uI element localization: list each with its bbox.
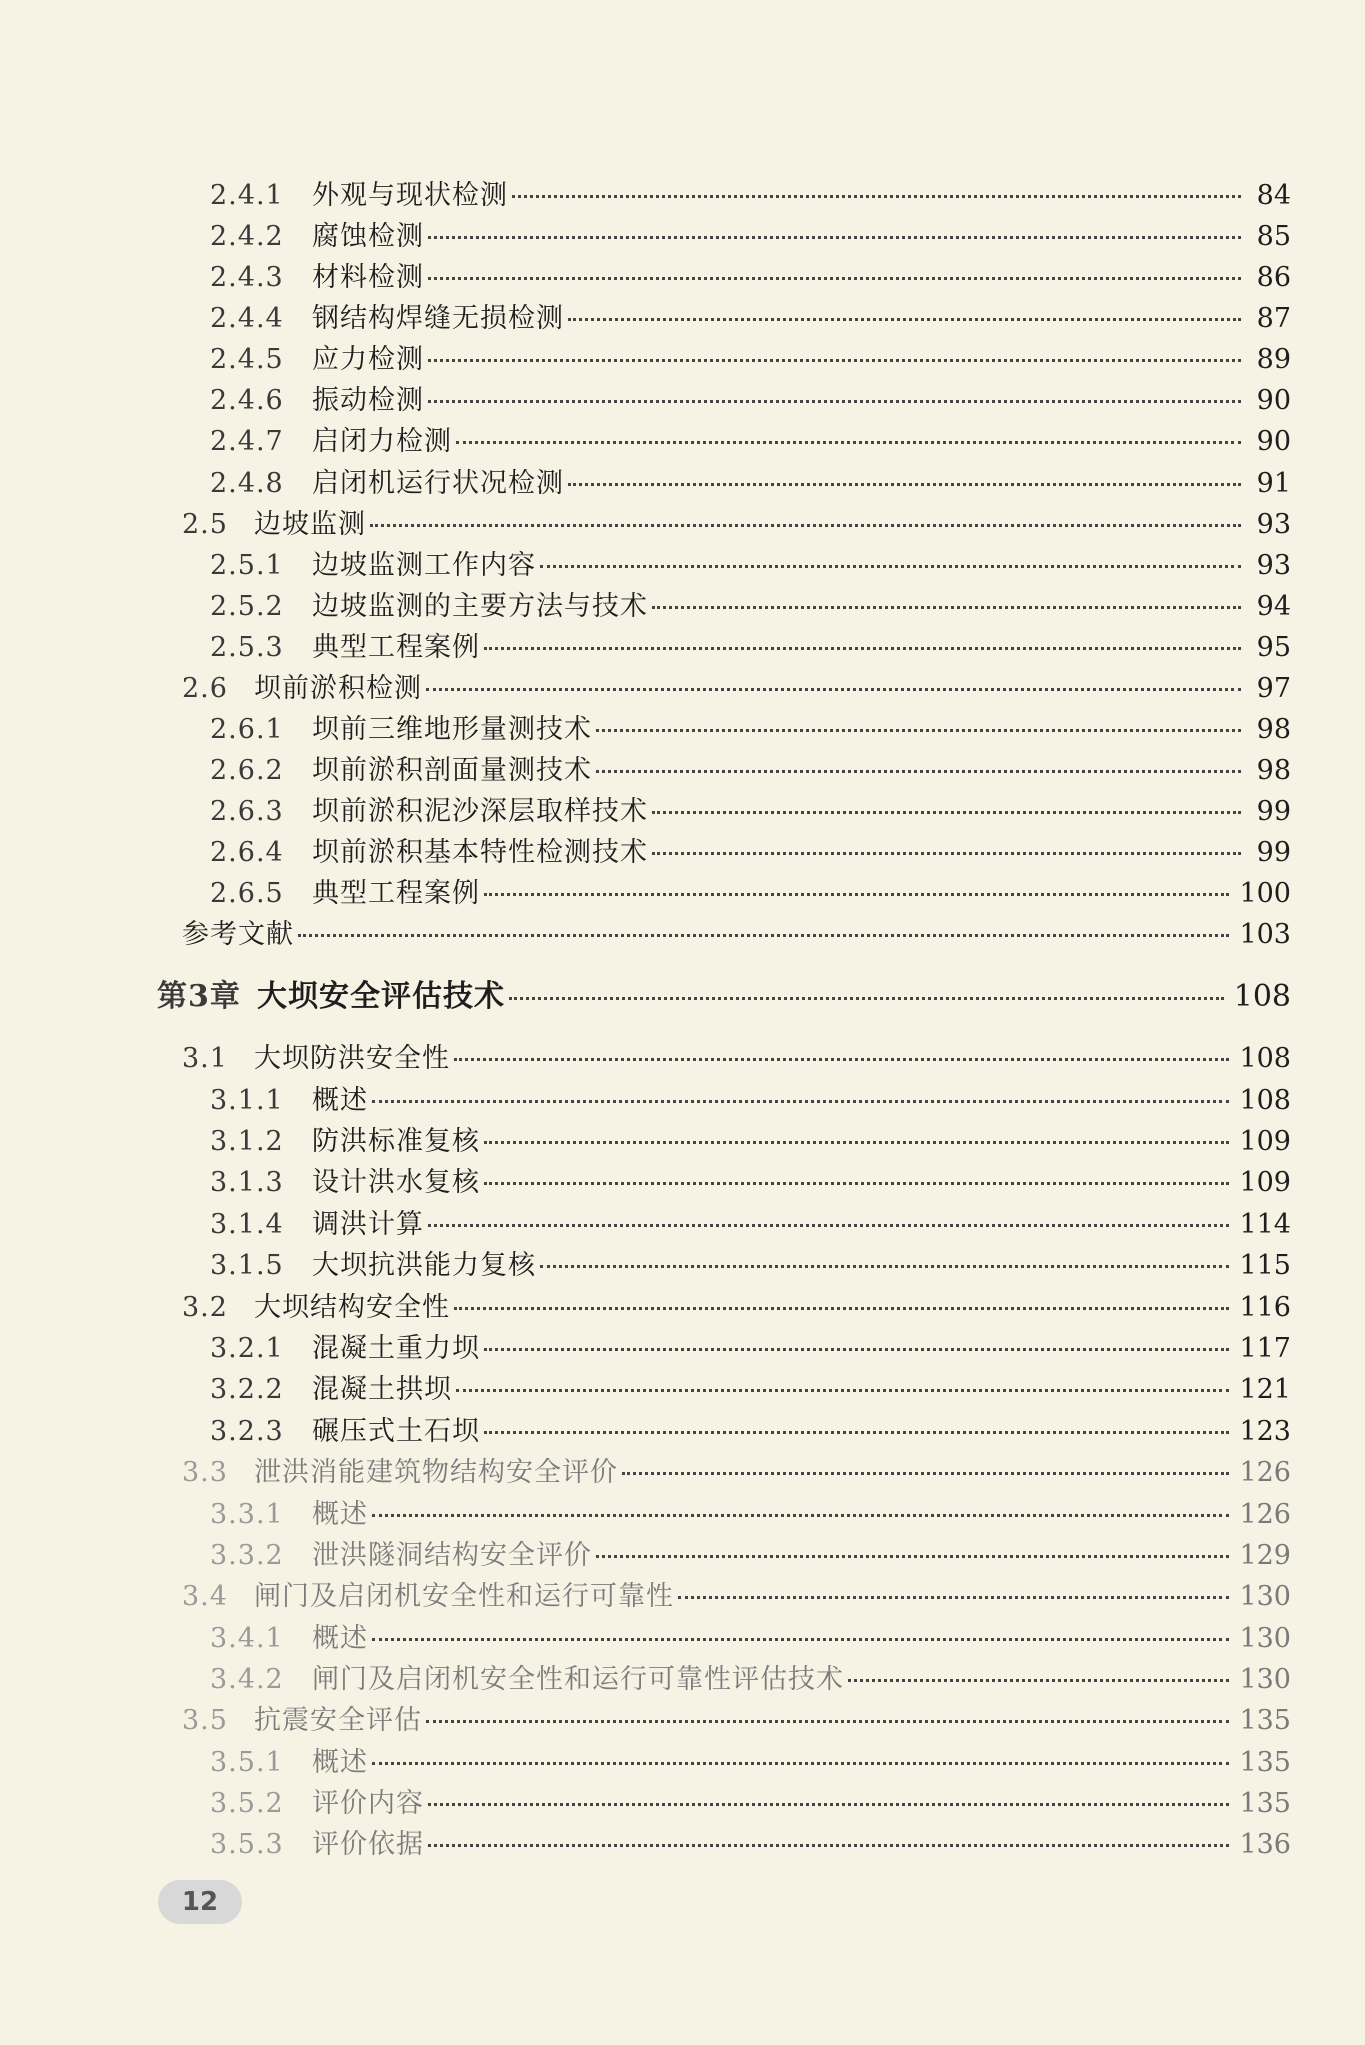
toc-dot-leader [372, 1762, 1229, 1765]
toc-entry-title: 概述 [312, 1623, 368, 1654]
toc-entry-number: 2.4.5 [210, 344, 284, 375]
toc-dot-leader [484, 893, 1229, 896]
toc-entry-title: 典型工程案例 [312, 878, 480, 909]
toc-entry[interactable] [210, 1661, 1291, 1699]
toc-entry-page: 99 [1256, 837, 1291, 868]
toc-entry-number: 3.2.1 [210, 1333, 284, 1364]
toc-entry-page: 95 [1256, 632, 1291, 663]
toc-dot-leader [372, 1100, 1229, 1103]
toc-dot-leader [568, 318, 1241, 321]
toc-entry-page: 108 [1239, 1043, 1291, 1074]
toc-entry[interactable] [210, 1082, 1291, 1120]
toc-entry[interactable] [210, 465, 1291, 503]
toc-entry[interactable] [210, 1826, 1291, 1864]
toc-entry-title: 概述 [312, 1499, 368, 1530]
toc-entry-page: 100 [1239, 878, 1291, 909]
toc-entry-page: 109 [1239, 1167, 1291, 1198]
toc-dot-leader [428, 359, 1241, 362]
toc-dot-leader [428, 236, 1241, 239]
toc-entry-number: 2.5.2 [210, 591, 284, 622]
toc-entry-title: 边坡监测 [254, 509, 366, 540]
toc-entry-title: 振动检测 [312, 385, 424, 416]
toc-dot-leader [622, 1472, 1229, 1475]
toc-dot-leader [596, 770, 1241, 773]
toc-dot-leader [428, 400, 1241, 403]
toc-entry-number: 3.1.5 [210, 1250, 284, 1281]
toc-entry-page: 91 [1256, 468, 1291, 499]
toc-entry[interactable] [210, 629, 1291, 667]
toc-entry-number: 2.6.3 [210, 796, 284, 827]
toc-dot-leader [678, 1596, 1229, 1599]
toc-entry[interactable] [182, 506, 1291, 544]
toc-entry-page: 98 [1256, 755, 1291, 786]
toc-entry-number: 3.1 [182, 1043, 228, 1074]
toc-entry-title: 钢结构焊缝无损检测 [312, 303, 564, 334]
toc-entry-number: 3.3.2 [210, 1540, 284, 1571]
toc-entry-number: 2.4.2 [210, 221, 284, 252]
toc-entry-number: 2.4.8 [210, 468, 284, 499]
toc-entry-title: 调洪计算 [312, 1209, 424, 1240]
page-number-badge: 12 [158, 1880, 242, 1924]
toc-dot-leader [596, 729, 1241, 732]
toc-dot-leader [652, 811, 1241, 814]
toc-dot-leader [456, 1389, 1229, 1392]
toc-entry-title: 大坝安全评估技术 [257, 979, 505, 1014]
toc-entry[interactable] [210, 1620, 1291, 1658]
toc-entry-page: 135 [1239, 1705, 1291, 1736]
toc-entry-page: 135 [1239, 1788, 1291, 1819]
toc-entry-title: 材料检测 [312, 262, 424, 293]
toc-entry[interactable] [210, 1496, 1291, 1534]
toc-dot-leader [454, 1307, 1229, 1310]
toc-entry[interactable] [210, 793, 1291, 831]
toc-entry-title: 设计洪水复核 [312, 1167, 480, 1198]
toc-entry[interactable] [210, 177, 1291, 215]
toc-entry-number: 3.1.4 [210, 1209, 284, 1240]
toc-entry[interactable] [182, 670, 1291, 708]
toc-entry-number: 2.4.3 [210, 262, 284, 293]
toc-dot-leader [372, 1514, 1229, 1517]
toc-entry[interactable] [210, 423, 1291, 461]
toc-entry-page: 130 [1239, 1623, 1291, 1654]
toc-entry-number: 2.4.7 [210, 426, 284, 457]
toc-entry-title: 抗震安全评估 [254, 1705, 422, 1736]
toc-entry[interactable] [210, 1785, 1291, 1823]
toc-entry-page: 108 [1239, 1085, 1291, 1116]
toc-dot-leader [456, 441, 1241, 444]
toc-entry[interactable] [210, 834, 1291, 872]
toc-entry-title: 大坝抗洪能力复核 [312, 1250, 536, 1281]
toc-entry-page: 115 [1239, 1250, 1291, 1281]
toc-entry[interactable] [210, 259, 1291, 297]
toc-entry[interactable] [182, 916, 1291, 954]
toc-entry[interactable] [210, 382, 1291, 420]
toc-dot-leader [509, 997, 1224, 1000]
toc-entry-number: 3.4.1 [210, 1623, 284, 1654]
toc-dot-leader [454, 1058, 1229, 1061]
toc-entry-title: 坝前淤积基本特性检测技术 [312, 837, 648, 868]
toc-entry[interactable] [210, 1206, 1291, 1244]
toc-entry-title: 坝前淤积检测 [254, 673, 422, 704]
toc-entry-title: 边坡监测工作内容 [312, 550, 536, 581]
toc-entry-number: 2.6.2 [210, 755, 284, 786]
toc-entry-number: 2.5 [182, 509, 228, 540]
toc-entry-page: 99 [1256, 796, 1291, 827]
toc-entry[interactable] [182, 1702, 1291, 1740]
toc-entry-page: 98 [1256, 714, 1291, 745]
toc-entry-number: 3.4 [182, 1581, 228, 1612]
toc-entry-page: 85 [1256, 221, 1291, 252]
toc-entry-number: 2.4.1 [210, 180, 284, 211]
toc-entry-page: 129 [1239, 1540, 1291, 1571]
toc-entry-title: 概述 [312, 1747, 368, 1778]
toc-dot-leader [372, 1638, 1229, 1641]
toc-entry-title: 闸门及启闭机安全性和运行可靠性 [254, 1581, 674, 1612]
toc-entry-number: 3.1.2 [210, 1126, 284, 1157]
toc-entry-title: 参考文献 [182, 919, 294, 950]
toc-entry-page: 97 [1256, 673, 1291, 704]
toc-dot-leader [426, 1720, 1229, 1723]
toc-entry-page: 130 [1239, 1664, 1291, 1695]
toc-dot-leader [428, 277, 1241, 280]
toc-entry[interactable] [210, 547, 1291, 585]
toc-entry[interactable] [210, 341, 1291, 379]
toc-entry-page: 126 [1239, 1457, 1291, 1488]
toc-entry-title: 典型工程案例 [312, 632, 480, 663]
toc-entry-number: 2.6.5 [210, 878, 284, 909]
toc-entry-title: 泄洪隧洞结构安全评价 [312, 1540, 592, 1571]
toc-entry-title: 碾压式土石坝 [312, 1416, 480, 1447]
toc-entry-number: 2.6.4 [210, 837, 284, 868]
toc-entry-number: 3.1.3 [210, 1167, 284, 1198]
toc-entry-page: 86 [1256, 262, 1291, 293]
toc-dot-leader [484, 1141, 1229, 1144]
toc-entry-title: 大坝防洪安全性 [254, 1043, 450, 1074]
toc-entry[interactable] [182, 1040, 1291, 1078]
toc-entry-title: 大坝结构安全性 [254, 1292, 450, 1323]
toc-entry-title: 启闭力检测 [312, 426, 452, 457]
toc-dot-leader [512, 195, 1241, 198]
toc-dot-leader [652, 606, 1241, 609]
toc-entry-page: 130 [1239, 1581, 1291, 1612]
toc-entry-page: 90 [1256, 385, 1291, 416]
toc-dot-leader [484, 1431, 1229, 1434]
toc-entry-title: 混凝土重力坝 [312, 1333, 480, 1364]
toc-entry-page: 108 [1233, 979, 1291, 1014]
toc-entry-number: 3.5 [182, 1705, 228, 1736]
toc-entry-number: 3.5.2 [210, 1788, 284, 1819]
toc-entry-number: 2.6 [182, 673, 228, 704]
toc-entry-page: 109 [1239, 1126, 1291, 1157]
toc-entry-page: 103 [1239, 919, 1291, 950]
toc-entry-number: 2.4.6 [210, 385, 284, 416]
toc-entry-title: 泄洪消能建筑物结构安全评价 [254, 1457, 618, 1488]
toc-dot-leader [428, 1224, 1229, 1227]
toc-entry[interactable] [210, 218, 1291, 256]
toc-entry[interactable] [182, 1578, 1291, 1616]
toc-entry-number: 第3章 [157, 979, 241, 1014]
toc-entry-page: 87 [1256, 303, 1291, 334]
toc-entry-number: 2.5.3 [210, 632, 284, 663]
toc-entry[interactable] [210, 875, 1291, 913]
toc-entry[interactable] [182, 1289, 1291, 1327]
toc-entry-number: 2.5.1 [210, 550, 284, 581]
toc-entry-number: 2.4.4 [210, 303, 284, 334]
toc-entry-number: 3.4.2 [210, 1664, 284, 1695]
toc-dot-leader [428, 1803, 1229, 1806]
toc-entry[interactable] [210, 1164, 1291, 1202]
toc-entry[interactable] [210, 1371, 1291, 1409]
toc-entry-page: 123 [1239, 1416, 1291, 1447]
toc-entry[interactable] [182, 1454, 1291, 1492]
toc-dot-leader [298, 934, 1229, 937]
toc-dot-leader [848, 1679, 1229, 1682]
toc-entry-page: 89 [1256, 344, 1291, 375]
toc-entry-title: 边坡监测的主要方法与技术 [312, 591, 648, 622]
toc-dot-leader [426, 688, 1241, 691]
toc-entry[interactable] [210, 1413, 1291, 1451]
toc-entry-title: 坝前三维地形量测技术 [312, 714, 592, 745]
toc-entry[interactable] [210, 1247, 1291, 1285]
toc-chapter-entry[interactable] [157, 978, 1291, 1016]
toc-entry-title: 混凝土拱坝 [312, 1374, 452, 1405]
toc-dot-leader [428, 1844, 1229, 1847]
toc-entry-page: 84 [1256, 180, 1291, 211]
toc-dot-leader [484, 1348, 1229, 1351]
toc-dot-leader [652, 852, 1241, 855]
toc-entry-page: 93 [1256, 550, 1291, 581]
toc-entry[interactable] [210, 1123, 1291, 1161]
toc-entry-number: 3.1.1 [210, 1085, 284, 1116]
toc-entry-page: 126 [1239, 1499, 1291, 1530]
toc-dot-leader [484, 647, 1241, 650]
toc-entry[interactable] [210, 711, 1291, 749]
toc-entry-number: 3.5.3 [210, 1829, 284, 1860]
toc-entry-page: 135 [1239, 1747, 1291, 1778]
toc-entry-title: 坝前淤积剖面量测技术 [312, 755, 592, 786]
toc-entry[interactable] [210, 300, 1291, 338]
toc-entry-page: 121 [1239, 1374, 1291, 1405]
toc-entry[interactable] [210, 1537, 1291, 1575]
toc-entry-page: 116 [1239, 1292, 1291, 1323]
toc-entry-title: 外观与现状检测 [312, 180, 508, 211]
toc-entry-page: 93 [1256, 509, 1291, 540]
toc-dot-leader [596, 1555, 1229, 1558]
toc-entry-title: 概述 [312, 1085, 368, 1116]
toc-entry-number: 3.2.3 [210, 1416, 284, 1447]
toc-entry-number: 3.2.2 [210, 1374, 284, 1405]
toc-entry[interactable] [210, 752, 1291, 790]
toc-entry-number: 3.5.1 [210, 1747, 284, 1778]
toc-entry-title: 应力检测 [312, 344, 424, 375]
toc-dot-leader [540, 565, 1241, 568]
toc-entry-number: 2.6.1 [210, 714, 284, 745]
toc-entry-title: 坝前淤积泥沙深层取样技术 [312, 796, 648, 827]
toc-entry-number: 3.3.1 [210, 1499, 284, 1530]
toc-entry-title: 启闭机运行状况检测 [312, 468, 564, 499]
toc-entry-number: 3.2 [182, 1292, 228, 1323]
toc-entry-page: 90 [1256, 426, 1291, 457]
toc-entry-page: 117 [1239, 1333, 1291, 1364]
toc-entry[interactable] [210, 588, 1291, 626]
toc-entry-title: 评价依据 [312, 1829, 424, 1860]
toc-entry-title: 闸门及启闭机安全性和运行可靠性评估技术 [312, 1664, 844, 1695]
toc-entry[interactable] [210, 1330, 1291, 1368]
toc-dot-leader [484, 1182, 1229, 1185]
toc-entry-title: 防洪标准复核 [312, 1126, 480, 1157]
toc-entry-title: 腐蚀检测 [312, 221, 424, 252]
toc-dot-leader [540, 1265, 1229, 1268]
toc-dot-leader [568, 483, 1241, 486]
toc-entry-title: 评价内容 [312, 1788, 424, 1819]
toc-entry[interactable] [210, 1744, 1291, 1782]
toc-entry-number: 3.3 [182, 1457, 228, 1488]
toc-entry-page: 94 [1256, 591, 1291, 622]
toc-entry-page: 136 [1239, 1829, 1291, 1860]
toc-entry-page: 114 [1239, 1209, 1291, 1240]
toc-dot-leader [370, 524, 1241, 527]
